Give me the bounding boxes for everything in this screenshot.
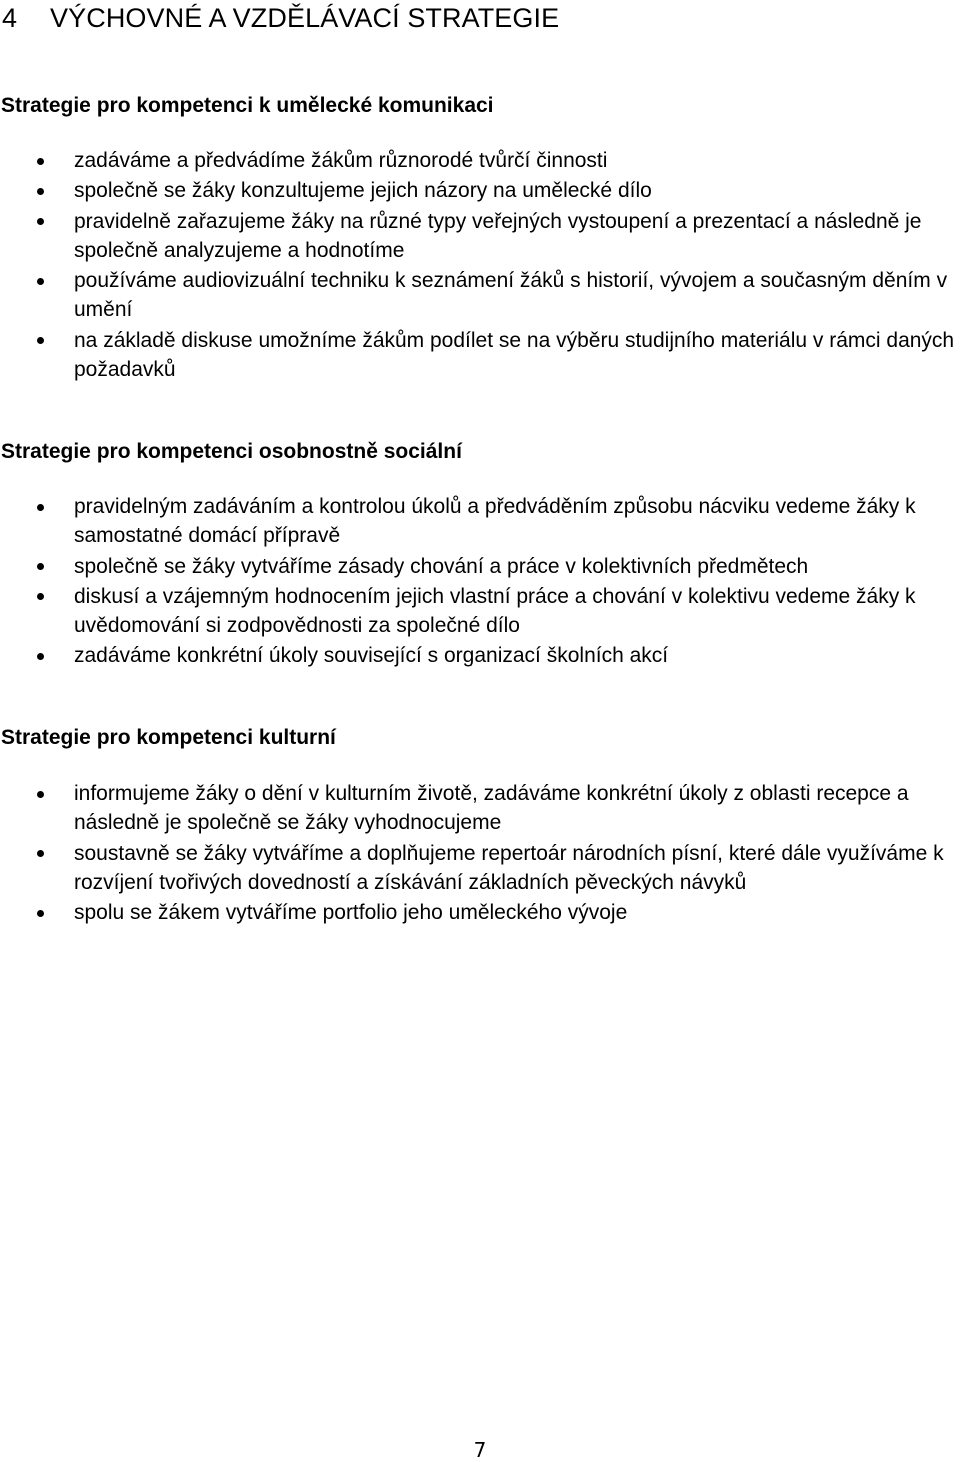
bullet-list-osobnostne-socialni (0, 492, 960, 672)
chapter-title (2, 1, 559, 35)
bullet-icon (37, 218, 44, 225)
list-item-text: pravidelně zařazujeme žáky na různé typy veřejných vystoupení a prezentací a následně je společně analyzujeme a hodnotíme (74, 209, 922, 262)
list-item-text: spolu se žákem vytváříme portfolio jeho uměleckého vývoje (74, 901, 628, 925)
list-item (0, 176, 960, 205)
list-item (0, 266, 960, 325)
bullet-icon (37, 791, 44, 798)
list-item (0, 582, 960, 641)
list-item (0, 779, 960, 838)
list-item-text: diskusí a vzájemným hodnocením jejich vlastní práce a chování v kolektivu vedeme žáky k uvědomování si zodpovědnosti za společné dílo (74, 584, 916, 638)
page-number: 7 (473, 1438, 487, 1462)
list-item (0, 641, 960, 670)
bullet-list-kulturni (0, 779, 960, 928)
section-heading-osobnostne-socialni: Strategie pro kompetenci osobnostně sociální (1, 440, 462, 463)
list-item-text: používáme audiovizuální techniku k seznámení žáků s historií, vývojem a současným děním v umění (74, 269, 948, 322)
list-item-text: pravidelným zadáváním a kontrolou úkolů a předváděním způsobu nácviku vedeme žáky k samostatné domácí přípravě (74, 495, 916, 548)
list-item-text: na základě diskuse umožníme žákům podílet se na výběru studijního materiálu v rámci daných požadavků (74, 328, 955, 382)
list-item-text: zadáváme konkrétní úkoly související s organizací školních akcí (74, 644, 669, 668)
section-heading-kulturni: Strategie pro kompetenci kulturní (1, 726, 336, 749)
bullet-icon (37, 563, 44, 570)
bullet-list-umelecka-komunikace (0, 146, 960, 385)
bullet-icon (37, 910, 44, 917)
bullet-icon (37, 158, 44, 165)
list-item (0, 492, 960, 551)
bullet-icon (37, 337, 44, 344)
list-item-text: soustavně se žáky vytváříme a doplňujeme repertoár národních písní, které dále využíváme k rozvíjení tvořivých dovedností a získávání základních pěveckých návyků (74, 841, 944, 894)
list-item (0, 839, 960, 898)
list-item (0, 207, 960, 266)
list-item (0, 146, 960, 175)
bullet-icon (37, 504, 44, 511)
chapter-number: 4 (2, 3, 18, 33)
list-item (0, 326, 960, 385)
list-item (0, 552, 960, 581)
list-item-text: informujeme žáky o dění v kulturním životě, zadáváme konkrétní úkoly z oblasti recepce a následně je společně se žáky vyhodnocujeme (74, 782, 909, 835)
bullet-icon (37, 188, 44, 195)
chapter-title-text: VÝCHOVNÉ A VZDĚLÁVACÍ STRATEGIE (50, 3, 560, 33)
bullet-icon (37, 278, 44, 285)
bullet-icon (37, 593, 44, 600)
list-item (0, 898, 960, 927)
bullet-icon (37, 653, 44, 660)
list-item-text: společně se žáky vytváříme zásady chování a práce v kolektivních předmětech (74, 554, 809, 578)
bullet-icon (37, 850, 44, 857)
section-heading-umelecka-komunikace: Strategie pro kompetenci k umělecké komunikaci (1, 94, 494, 117)
list-item-text: společně se žáky konzultujeme jejich názory na umělecké dílo (74, 179, 652, 203)
list-item-text: zadáváme a předvádíme žákům různorodé tvůrčí činnosti (74, 149, 608, 172)
